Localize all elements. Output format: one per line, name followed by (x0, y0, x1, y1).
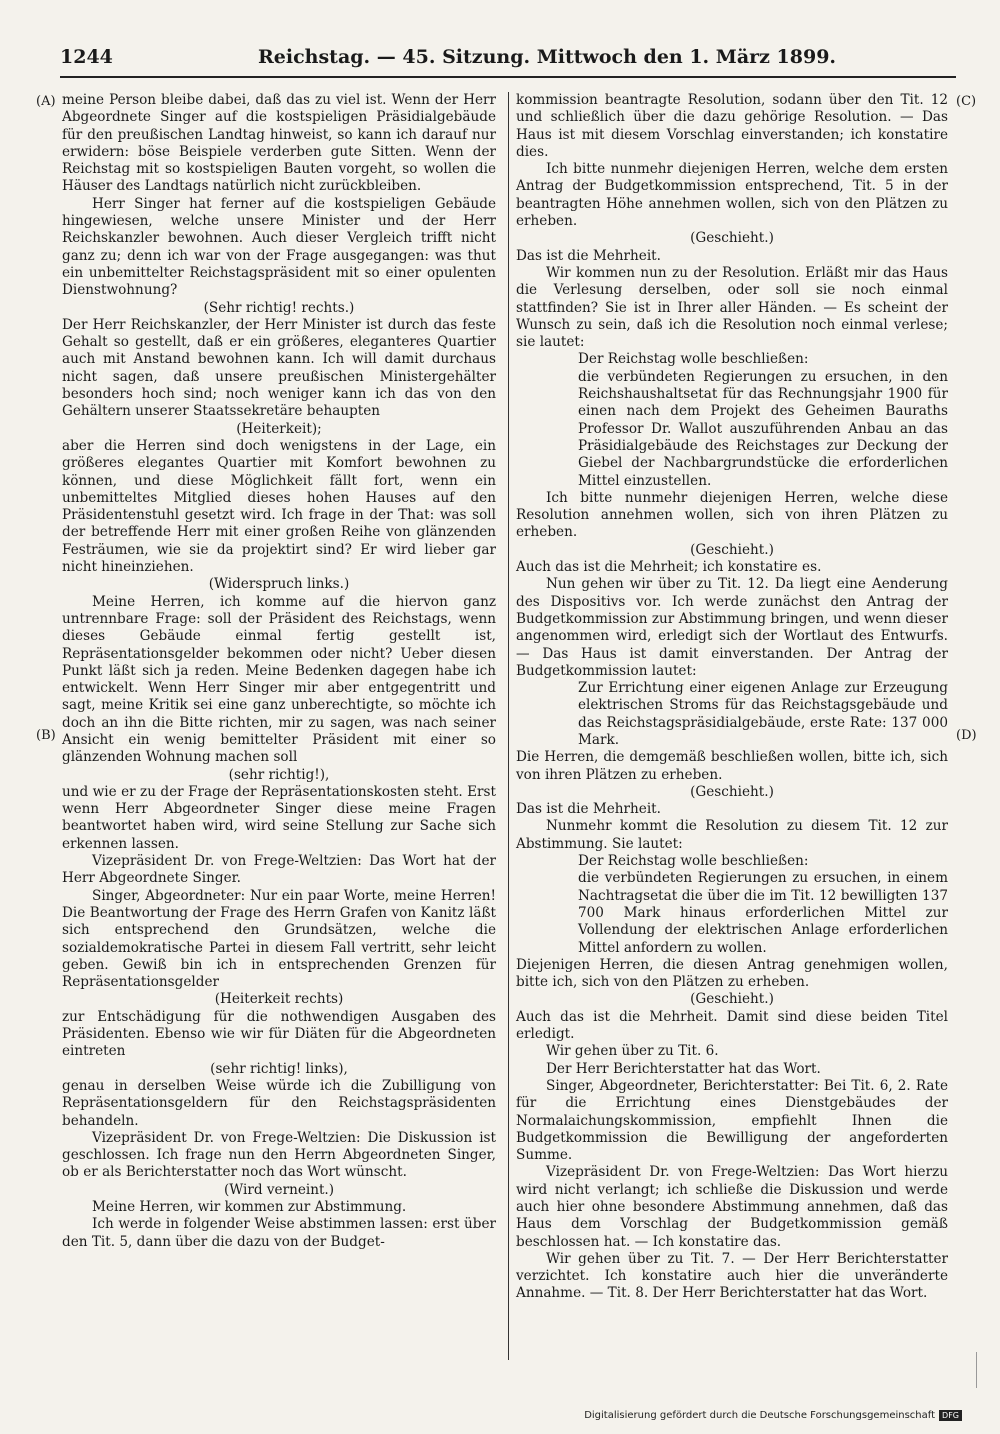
paragraph: Nun gehen wir über zu Tit. 12. Da liegt eine Aenderung des Dispositivs vor. Ich werde zunächst den Antrag der Budgetkommission zur Abstimmung bringen, und wenn dieser angenommen wird, erledigt sich der Wortlaut des Entwurfs. — Das Haus ist damit einverstanden. Der Antrag der Budgetkommission lautet: (516, 576, 948, 679)
paragraph: Singer, Abgeordneter: Nur ein paar Worte, meine Herren! Die Beantwortung der Frage des Herrn Grafen von Kanitz läßt sich entsprechend den Grundsätzen, welche die sozialdemokratische Partei in diesem Fall vertritt, sehr leicht geben. Gewiß bin ich in entsprechenden Grenzen für Repräsentationsgelder (62, 887, 496, 991)
paragraph: kommission beantragte Resolution, sodann über den Tit. 12 und schließlich über die dazu gehörige Resolution. — Das Haus ist mit diesem Vorschlag einverstanden; ich konstatire dies. (516, 92, 948, 160)
paragraph: Auch das ist die Mehrheit. Damit sind diese beiden Titel erledigt. (516, 1008, 948, 1043)
paragraph: aber die Herren sind doch wenigstens in der Lage, ein größeres elegantes Quartier mit Komfort bewohnen zu können, und diese Möglichkeit fällt fort, wenn ein unbemitteltes Mitglied dieses hohen Hauses auf den Präsidentenstuhl gesetzt wird. Ich frage in der That: was soll der betreffende Herr mit einer großen Reihe von glänzenden Festräumen, wie sie da projektirt sind? Er wird lieber gar nicht hineinziehen. (62, 437, 496, 576)
paragraph: Herr Singer hat ferner auf die kostspieligen Gebäude hingewiesen, welche unsere Minister und der Herr Reichskanzler bewohnen. Auch dieser Vergleich trifft nicht ganz zu; denn ich war von der Frage ausgegangen: was thut ein unbemittelter Reichstagspräsident mit so einer opulenten Dienstwohnung? (62, 195, 496, 299)
margin-marker-a: (A) (36, 94, 56, 109)
column-divider (508, 92, 509, 1360)
interjection: (Sehr richtig! rechts.) (203, 299, 355, 316)
interjection: (sehr richtig! links), (210, 1060, 348, 1077)
paragraph: Vizepräsident Dr. von Frege-Weltzien: Das Wort hat der Herr Abgeordnete Singer. (62, 853, 496, 887)
interjection: (Widerspruch links.) (208, 576, 350, 593)
left-column (62, 92, 496, 1251)
dfg-logo-icon: DFG (939, 1410, 962, 1421)
paragraph: Wir gehen über zu Tit. 6. (546, 1043, 719, 1060)
paragraph: die verbündeten Regierungen zu ersuchen, in einem Nachtragsetat die über die im Tit. 12 bewilligten 137 700 Mark hinaus erforderlichen Mittel zur Vollendung der elektrischen Anlage erforderlichen Mittel anfordern zu wollen. (578, 870, 948, 956)
interjection: (Geschieht.) (690, 230, 774, 247)
paragraph: Auch das ist die Mehrheit; ich konstatire es. (516, 559, 822, 576)
page-number: 1244 (60, 46, 113, 68)
paragraph: Meine Herren, ich komme auf die hiervon ganz untrennbare Frage: soll der Präsident des Reichstags, wenn dieses Gebäude einmal fertig gestellt ist, Repräsentationsgelder bekommen oder nicht? Ueber diesen Punkt läßt sich ja reden. Meine Bedenken dagegen habe ich entwickelt. Wenn Herr Singer mir aber entgegentritt und sagt, meine Kritik sei eine ganz unberechtigte, so möchte ich doch an ihn die Bitte richten, mir zu sagen, was nach seiner Ansicht ein wenig bemittelter Präsident mit einer so glänzenden Wohnung machen soll (62, 593, 496, 766)
paragraph: Ich bitte nunmehr diejenigen Herren, welche dem ersten Antrag der Budgetkommission entsprechend, Tit. 5 in der beantragten Höhe annehmen wollen, sich von den Plätzen zu erheben. (516, 161, 948, 230)
paragraph: Der Herr Reichskanzler, der Herr Minister ist durch das feste Gehalt so gestellt, daß er ein größeres, eleganteres Quartier auch mit Anstand bewohnen kann. Ich will damit durchaus nicht sagen, daß unsere preußischen Ministergehälter besonders hoch sind; noch weniger kann ich das von den Gehältern unserer Staatssekretäre behaupten (62, 316, 496, 420)
interjection: (sehr richtig!), (228, 766, 330, 783)
paragraph: Nunmehr kommt die Resolution zu diesem Tit. 12 zur Abstimmung. Sie lautet: (516, 818, 948, 852)
interjection: (Heiterkeit); (236, 420, 322, 437)
paragraph: Wir gehen über zu Tit. 7. — Der Herr Berichterstatter verzichtet. Ich konstatire auch hier die unveränderte Annahme. — Tit. 8. Der Herr Berichterstatter hat das Wort. (516, 1250, 948, 1302)
running-title: Reichstag. — 45. Sitzung. Mittwoch den 1. März 1899. (258, 46, 837, 68)
paragraph: Der Reichstag wolle beschließen: (578, 853, 809, 870)
paragraph: Die Herren, die demgemäß beschließen wollen, bitte ich, sich von ihren Plätzen zu erheben. (516, 749, 948, 783)
page-header (60, 44, 956, 74)
paragraph: zur Entschädigung für die nothwendigen Ausgaben des Präsidenten. Ebenso wie wir für Diäten für die Abgeordneten eintreten (62, 1008, 496, 1060)
interjection: (Wird verneint.) (223, 1181, 335, 1198)
paragraph: Vizepräsident Dr. von Frege-Weltzien: Die Diskussion ist geschlossen. Ich frage nun den Herrn Abgeordneten Singer, ob er als Berichterstatter noch das Wort wünscht. (62, 1129, 496, 1181)
paragraph: die verbündeten Regierungen zu ersuchen, in den Reichshaushaltsetat für das Rechnungsjahr 1900 für einen nach dem Projekt des Geheimen Bauraths Professor Dr. Wallot auszuführenden Anbau an das Präsidialgebäude des Reichstages zur Deckung der Giebel der Nachbargrundstücke die erforderlichen Mittel einzustellen. (578, 368, 948, 489)
paragraph: Das ist die Mehrheit. (516, 247, 661, 264)
scan-mark (976, 1352, 977, 1388)
interjection: (Geschieht.) (690, 541, 774, 558)
paragraph: Vizepräsident Dr. von Frege-Weltzien: Das Wort hierzu wird nicht verlangt; ich schließe die Diskussion und werde auch hier ohne besondere Abstimmung annehmen, daß das Haus dem Vorschlag der Budgetkommission gemäß beschlossen hat. — Ich konstatire das. (516, 1164, 948, 1250)
paragraph: meine Person bleibe dabei, daß das zu viel ist. Wenn der Herr Abgeordnete Singer auf die kostspieligen Präsidialgebäude für den preußischen Landtag hinweist, so kann ich darauf nur erwidern: böse Beispiele verderben gute Sitten. Wenn der Reichstag mit so kostspieligen Bauten vorgeht, so wollen die Häuser des Landtags natürlich nicht zurückbleiben. (62, 92, 496, 195)
paragraph: Das ist die Mehrheit. (516, 801, 661, 818)
interjection: (Geschieht.) (690, 991, 774, 1008)
paragraph: Meine Herren, wir kommen zur Abstimmung. (92, 1199, 407, 1215)
paragraph: Der Herr Berichterstatter hat das Wort. (546, 1060, 821, 1077)
paragraph: und wie er zu der Frage der Repräsentationskosten steht. Erst wenn Herr Abgeordneter Singer diese meine Fragen beantwortet haben wird, wird seine Stellung zur Sache sich erkennen lassen. (62, 783, 496, 852)
paragraph: Wir kommen nun zu der Resolution. Erläßt mir das Haus die Verlesung derselben, oder soll sie noch einmal stattfinden? Sie ist in Ihrer aller Händen. — Es scheint der Wunsch zu sein, daß ich die Resolution noch einmal verlese; sie lautet: (516, 264, 948, 351)
paragraph: Der Reichstag wolle beschließen: (578, 351, 809, 368)
margin-marker-c: (C) (956, 94, 977, 109)
right-column (516, 92, 948, 1303)
paragraph: genau in derselben Weise würde ich die Zubilligung von Repräsentationsgeldern für den Reichstagspräsidenten behandeln. (62, 1077, 496, 1129)
paragraph: Diejenigen Herren, die diesen Antrag genehmigen wollen, bitte ich, sich von den Plätzen zu erheben. (516, 956, 948, 991)
paragraph: Ich bitte nunmehr diejenigen Herren, welche diese Resolution annehmen wollen, sich von ihren Plätzen zu erheben. (516, 489, 948, 541)
paragraph: Ich werde in folgender Weise abstimmen lassen: erst über den Tit. 5, dann über die dazu von der Budget- (62, 1216, 496, 1250)
footer-credit-text: Digitalisierung gefördert durch die Deutsche Forschungsgemeinschaft (584, 1410, 936, 1421)
paragraph: Zur Errichtung einer eigenen Anlage zur Erzeugung elektrischen Stroms für das Reichstagsgebäude und das Reichstagspräsidialgebäude, erste Rate: 137 000 Mark. (578, 680, 948, 748)
interjection: (Geschieht.) (690, 783, 774, 800)
margin-marker-d: (D) (956, 728, 977, 743)
paragraph: Singer, Abgeordneter, Berichterstatter: Bei Tit. 6, 2. Rate für die Errichtung eines Dienstgebäudes der Normalaichungskommission, empfiehlt Ihnen die Budgetkommission die Bewilligung der angeforderten Summe. (516, 1077, 948, 1164)
margin-marker-b: (B) (36, 728, 56, 743)
header-rule (60, 76, 956, 78)
interjection: (Heiterkeit rechts) (214, 991, 344, 1008)
footer-credit (584, 1410, 962, 1421)
